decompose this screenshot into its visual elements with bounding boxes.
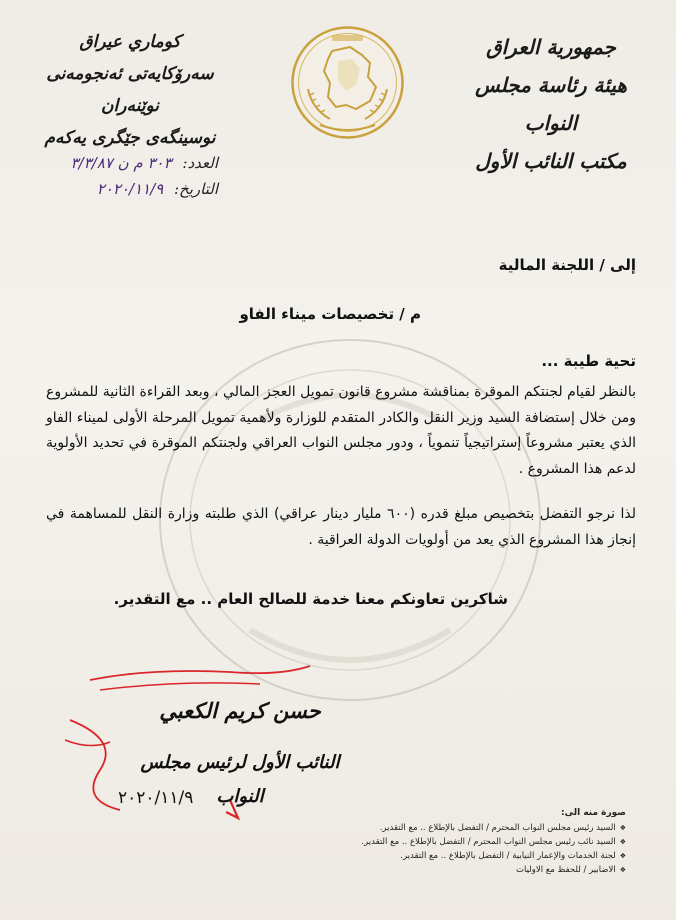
signer-name: حسن كريم الكعبي <box>159 698 321 723</box>
reference-date-value: ٢٠٢٠/١١/٩ <box>96 180 164 198</box>
copies-item: ❖ لجنة الخدمات والإعمار النيابية / التفضل بالإطلاع .. مع التقدير. <box>346 849 626 863</box>
signature-date: ٢٠٢٠/١١/٩ <box>118 788 194 808</box>
letterhead-line-1: جمهورية العراق <box>486 35 616 59</box>
letterhead-arabic <box>446 28 656 180</box>
reference-number-label: العدد: <box>182 154 218 172</box>
letterhead-kurdish-line-1: كوماري عيراق <box>79 32 181 52</box>
closing-line: شاكرين تعاونكم معنا خدمة للصالح العام .. مع التقدير. <box>113 590 508 608</box>
reference-number-value: ٣٠٣ م ن ٣/٣/٨٧ <box>70 154 172 172</box>
copies-item: ❖ السيد نائب رئيس مجلس النواب المحترم / التفضل بالإطلاع .. مع التقدير. <box>346 835 626 849</box>
letterhead-kurdish-line-2: سەرۆكايەتى ئەنجومەنى نوێنەران <box>46 64 214 116</box>
letterhead-kurdish <box>30 26 230 154</box>
copies-heading: صورة منه الى: <box>561 808 626 818</box>
copies-item: ❖ الاضابير / للحفظ مع الاوليات <box>346 863 626 877</box>
reference-block <box>28 150 218 202</box>
letter-body <box>46 380 636 553</box>
recipient-line: إلى / اللجنة المالية <box>498 256 636 274</box>
signer-title: النائب الأول لرئيس مجلس النواب <box>140 752 340 807</box>
copies-item: ❖ السيد رئيس مجلس النواب المحترم / التفضل بالإطلاع .. مع التقدير. <box>346 821 626 835</box>
reference-date-row <box>28 176 218 202</box>
letterhead-line-2: هيئة رئاسة مجلس النواب <box>475 73 627 135</box>
letterhead-line-3: مكتب النائب الأول <box>475 149 627 173</box>
subject-line: م / تخصيصات ميناء الفاو <box>239 305 421 323</box>
body-paragraph-2: لذا نرجو التفضل بتخصيص مبلغ قدره (٦٠٠ مليار دينار عراقي) الذي طلبته وزارة النقل للمساهمة في إنجاز هذا المشروع الذي يعد من أولويات الدولة العراقية . <box>46 506 636 548</box>
body-paragraph-1: بالنظر لقيام لجنتكم الموقرة بمناقشة مشروع قانون تمويل العجز المالي ، وبعد القراءة الثانية للمشروع ومن خلال إستضافة السيد وزير النقل والكادر المتقدم للوزارة ولأهمية تمويل المرحلة الأولى لميناء الفاو الذي يعتبر مشروعاً إستراتيجياً تنموياً ، ودور مجلس النواب العراقي ولجنتكم الموقرة في تحديد الأولوية لدعم هذا المشروع . <box>46 384 636 477</box>
parliament-emblem-icon <box>290 25 405 140</box>
copies-list <box>346 808 626 877</box>
letterhead-kurdish-line-3: نوسينگەى جێگرى يەكەم <box>44 128 216 148</box>
greeting: تحية طيبة ... <box>541 352 636 370</box>
reference-number-row <box>28 150 218 176</box>
reference-date-label: التاريخ: <box>174 180 218 198</box>
